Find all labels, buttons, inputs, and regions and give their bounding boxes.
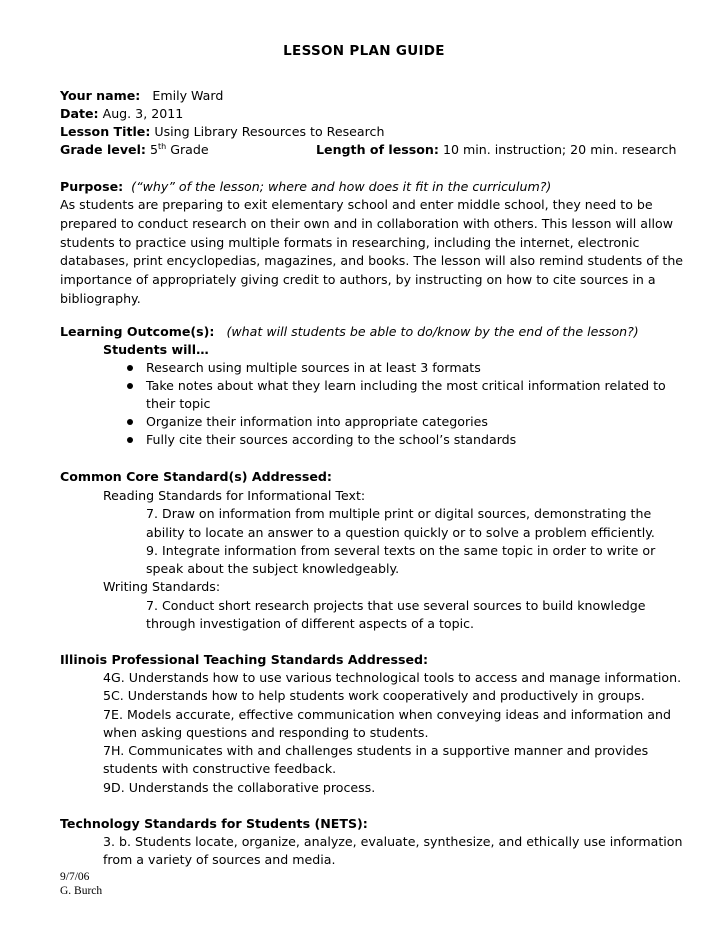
purpose-line: As students are preparing to exit elementary school and enter middle school, they need to be: [60, 197, 653, 212]
outcome-item: Organize their information into appropriate categories: [146, 414, 488, 429]
illinois-heading: Illinois Professional Teaching Standards Addressed:: [60, 652, 429, 667]
purpose-line: databases, print encyclopedias, magazines, and books. The lesson will also remind students of the: [60, 253, 684, 269]
grade-suffix: Grade: [170, 142, 209, 157]
reading-standard-line: ability to locate an answer to a question quickly or to solve a problem efficiently.: [146, 525, 655, 540]
page-title: LESSON PLAN GUIDE: [283, 43, 445, 59]
length-row: [316, 141, 676, 159]
grade-number: 5: [149, 142, 158, 157]
purpose-prompt: (“why” of the lesson; where and how does it fit in the curriculum?): [131, 179, 552, 194]
footer-author: G. Burch: [60, 885, 103, 897]
writing-standard-line: 7. Conduct short research projects that use several sources to build knowledge: [146, 598, 646, 613]
bullet-icon: [127, 365, 133, 371]
grade-row: [60, 141, 209, 159]
outcomes-label: Learning Outcome(s):: [60, 324, 215, 339]
date-label: Date:: [60, 106, 99, 121]
purpose-label: Purpose:: [60, 179, 124, 194]
lesson-title-label: Lesson Title:: [60, 124, 151, 139]
illinois-standard-line: 4G. Understands how to use various technological tools to access and manage information.: [103, 670, 682, 685]
reading-standard-line: speak about the subject knowledgeably.: [146, 561, 400, 576]
illinois-standard-line: 7H. Communicates with and challenges students in a supportive manner and provides: [103, 743, 649, 758]
purpose-line: prepared to conduct research on their own and in collaboration with others. This lesson will allow: [60, 215, 674, 231]
illinois-standard-line: students with constructive feedback.: [103, 761, 337, 776]
outcomes-prompt: (what will students be able to do/know by the end of the lesson?): [226, 324, 639, 339]
length-value: 10 min. instruction; 20 min. research: [442, 142, 677, 157]
nets-standard-line: 3. b. Students locate, organize, analyze, evaluate, synthesize, and ethically use information: [103, 834, 683, 849]
lesson-title-value: Using Library Resources to Research: [154, 124, 385, 139]
outcomes-lead: Students will…: [103, 342, 209, 357]
purpose-line: bibliography.: [60, 290, 141, 306]
nets-standard-line: from a variety of sources and media.: [103, 852, 336, 867]
length-label: Length of lesson:: [316, 142, 439, 157]
name-row: [60, 87, 223, 105]
outcome-item: Fully cite their sources according to the school’s standards: [146, 432, 517, 447]
illinois-standard-line: 7E. Models accurate, effective communication when conveying ideas and information and: [103, 707, 671, 722]
nets-heading: Technology Standards for Students (NETS):: [60, 816, 368, 831]
purpose-heading: [60, 178, 551, 196]
illinois-standard-line: 5C. Understands how to help students work cooperatively and productively in groups.: [103, 688, 645, 703]
bullet-icon: [127, 383, 133, 389]
footer-date: 9/7/06: [60, 871, 90, 883]
lesson-title-row: [60, 123, 384, 141]
name-label: Your name:: [60, 88, 141, 103]
purpose-paragraph: [60, 196, 684, 309]
bullet-icon: [127, 437, 133, 443]
writing-standards-label: Writing Standards:: [103, 579, 221, 594]
reading-standard-line: 7. Draw on information from multiple print or digital sources, demonstrating the: [146, 506, 652, 521]
common-core-heading: Common Core Standard(s) Addressed:: [60, 469, 332, 484]
reading-standards-label: Reading Standards for Informational Text:: [103, 488, 366, 503]
grade-value: [150, 142, 209, 157]
grade-label: Grade level:: [60, 142, 146, 157]
illinois-standard-line: 9D. Understands the collaborative process.: [103, 780, 376, 795]
outcome-item-continued: their topic: [146, 396, 211, 411]
bullet-icon: [127, 419, 133, 425]
date-row: [60, 105, 183, 123]
illinois-standard-line: when asking questions and responding to students.: [103, 725, 429, 740]
outcome-item: Take notes about what they learn including the most critical information related to: [146, 378, 666, 393]
writing-standard-line: through investigation of different aspects of a topic.: [146, 616, 475, 631]
name-value: Emily Ward: [152, 88, 224, 103]
grade-superscript: th: [157, 141, 167, 151]
date-value: Aug. 3, 2011: [102, 106, 184, 121]
outcomes-heading: [60, 323, 639, 341]
purpose-line: students to practice using multiple formats in researching, including the internet, electronic: [60, 234, 640, 250]
reading-standard-line: 9. Integrate information from several texts on the same topic in order to write or: [146, 543, 656, 558]
purpose-line: importance of appropriately giving credit to authors, by instructing on how to cite sources in a: [60, 272, 656, 288]
outcome-item: Research using multiple sources in at least 3 formats: [146, 360, 481, 375]
